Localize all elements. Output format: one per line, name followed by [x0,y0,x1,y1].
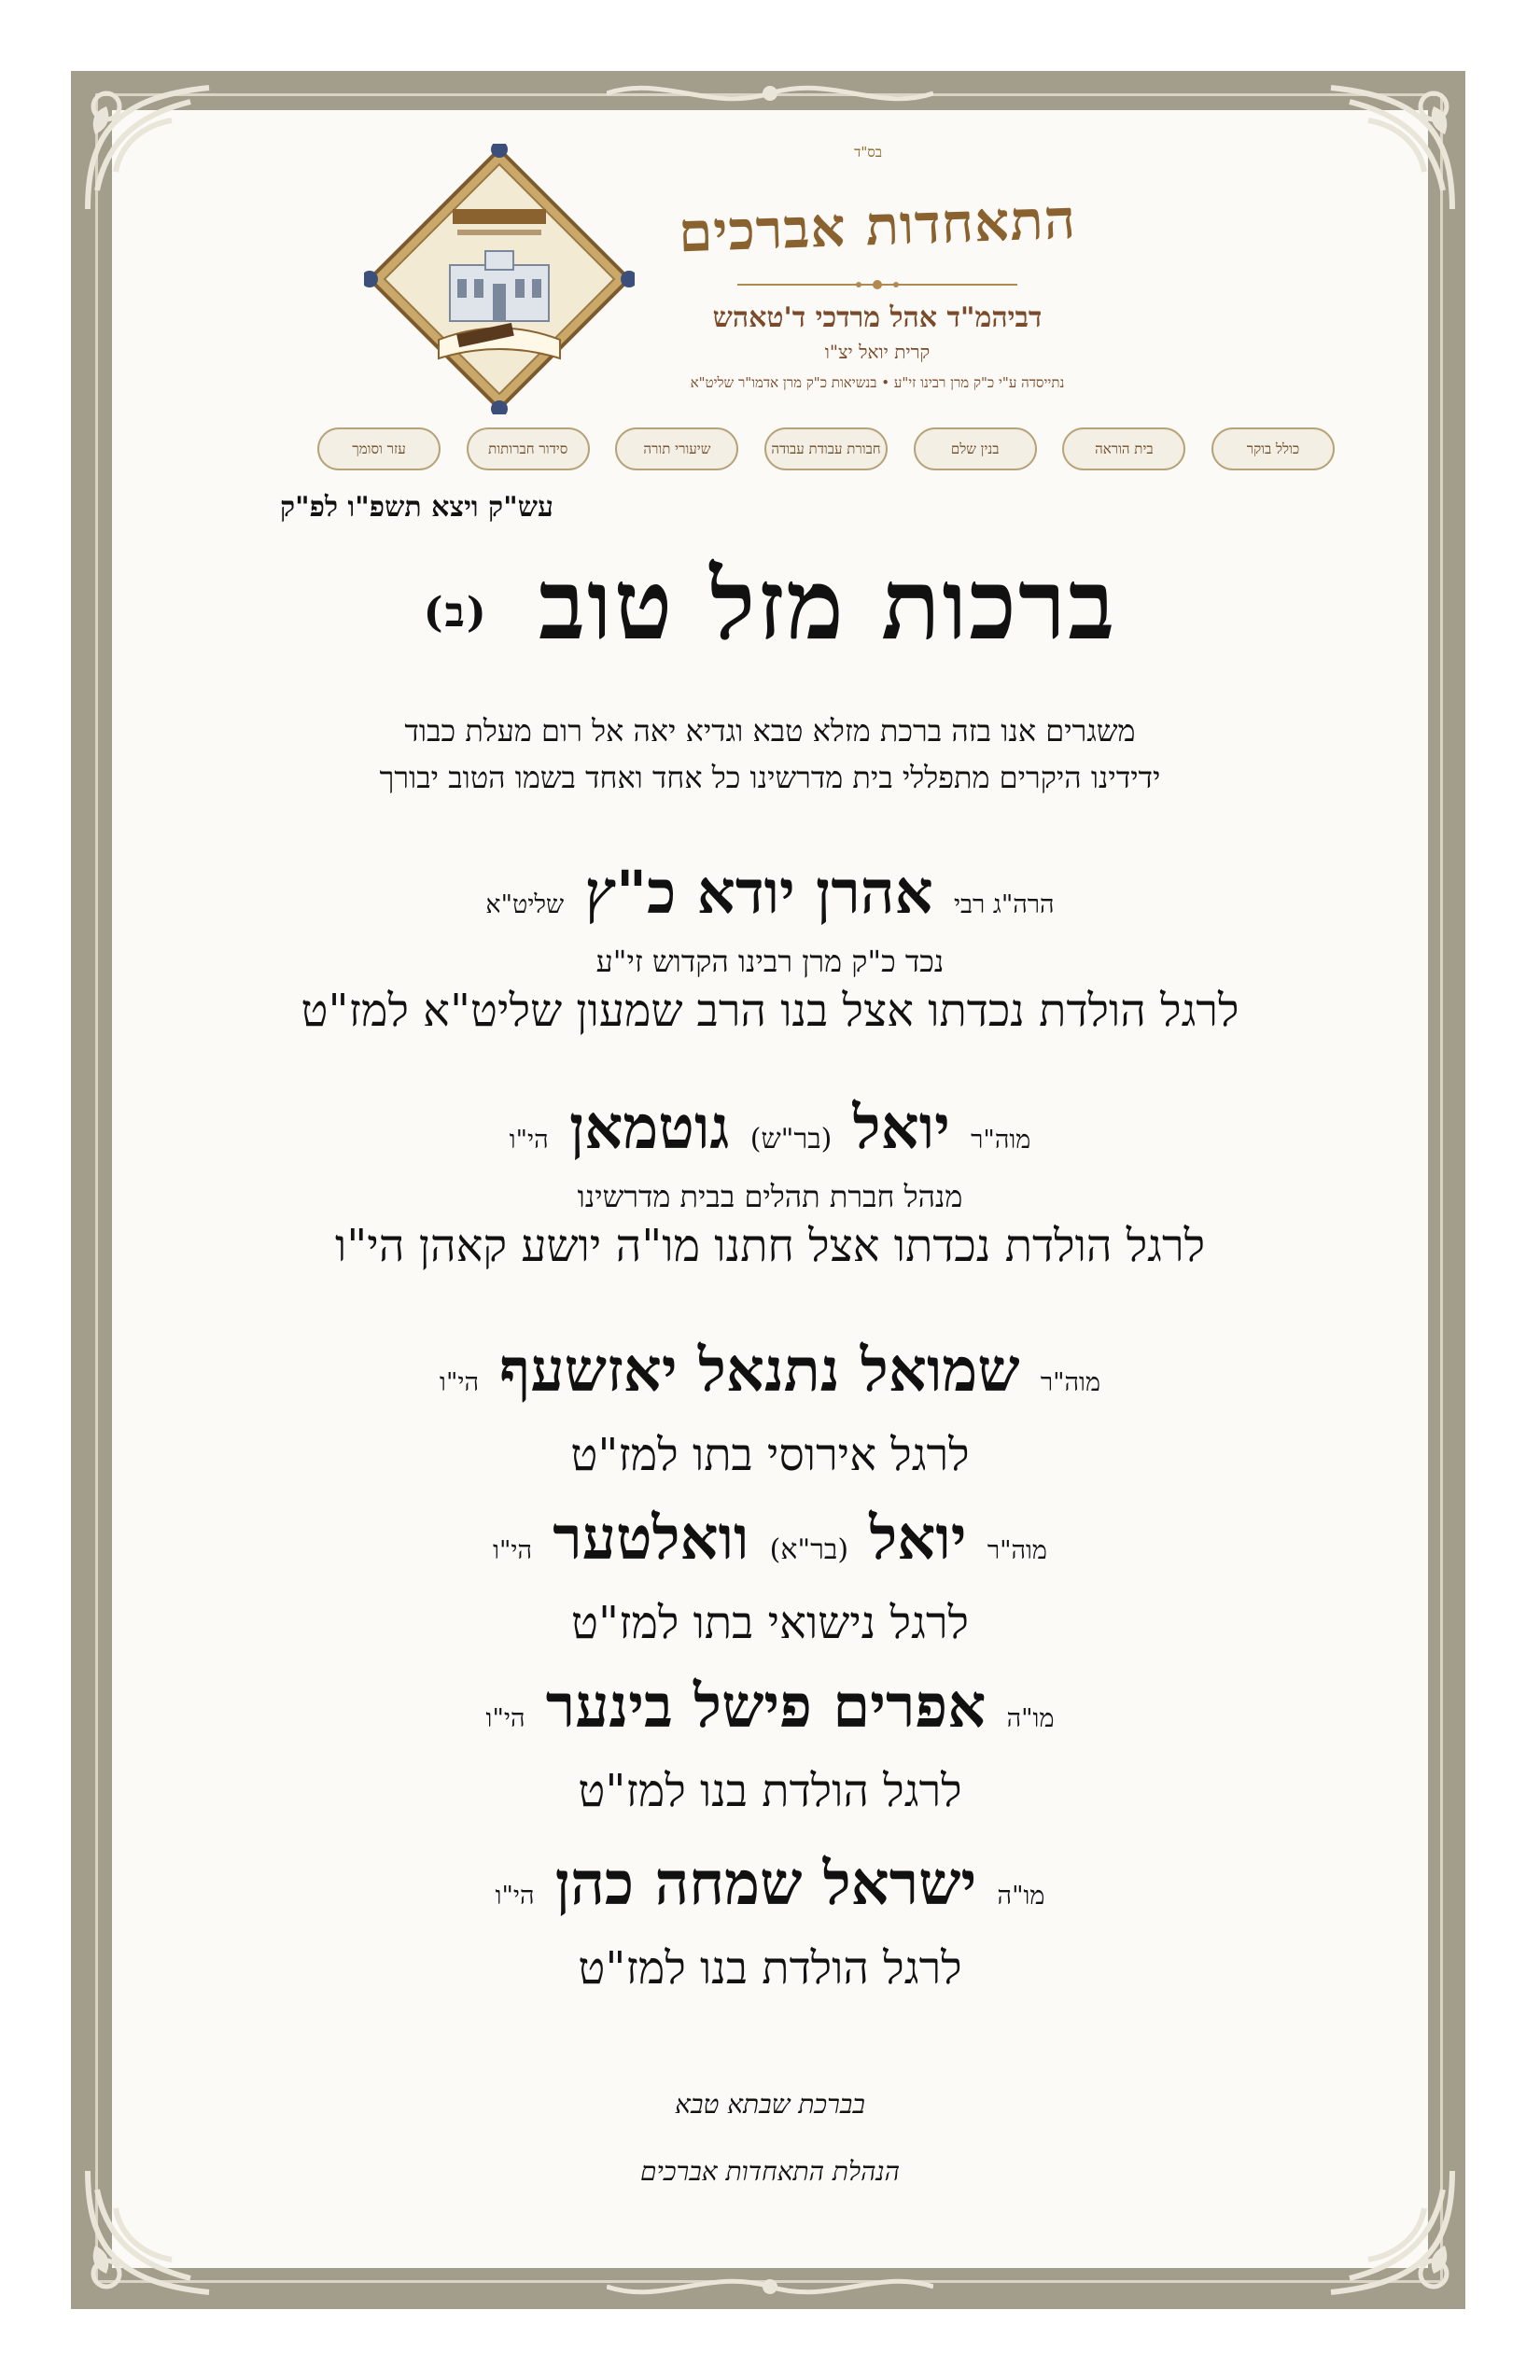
intro-line: משגרים אנו בזה ברכת מזלא טבא וגדיא יאה אל רום מעלת כבוד [404,713,1136,749]
honorific-suffix: הי"ו [485,1704,525,1733]
honorific-suffix: הי"ו [493,1536,532,1565]
occasion-line: לרגל הולדת נכדתו אצל חתנו מו"ה יושע קאהן הי"ו [334,1220,1206,1272]
title-mark: (ב) [423,589,488,637]
section-nav [317,427,1335,472]
blessing-block [112,1848,1428,1995]
honorific-suffix: שליט"א [485,890,565,919]
recipient-name: אהרן יודא כ"ץ [584,858,933,928]
nav-tab[interactable]: שיעורי תורה [615,427,738,470]
name-parenthetical: (בר"א) [769,1533,849,1566]
nav-tab[interactable]: בנין שלם [914,427,1037,470]
org-location: קרית יואל יצ"ו [824,341,931,363]
recipient-surname: גוטמאן [568,1093,730,1163]
date-line: עש"ק ויצא תשפ"ו לפ"ק [280,491,553,524]
top-ornament-icon [607,75,933,112]
signature-greeting: בברכת שבתא טבא [675,2089,865,2120]
occasion-line: לרגל הולדת בנו למז"ט [578,1765,962,1817]
nav-tab[interactable]: חבורת עבודת עבודה [764,427,888,470]
flyer-content [112,110,1428,2268]
blessing-block [112,1503,1428,1649]
honorific-prefix: מו"ה [997,1882,1045,1911]
blessing-block [112,1335,1428,1481]
org-title: התאחדות אברכים [677,187,1078,265]
nav-tab[interactable]: סידור חברותות [467,427,590,470]
nav-tab[interactable]: עזר וסומך [317,427,441,470]
recipient-name: שמואל נתנאל יאזשעף [499,1336,1020,1406]
org-logo [364,144,635,414]
occasion-line: לרגל נישואי בתו למז"ט [571,1597,969,1649]
bottom-ornament-icon [607,2268,933,2305]
honorific-suffix: הי"ו [509,1126,549,1155]
honorific-suffix: הי"ו [440,1368,479,1397]
recipient-surname: וואלטער [553,1504,749,1574]
recipient-detail: נכד כ"ק מרן רבינו הקדוש זי"ע [595,944,945,979]
honorific-prefix: מו"ה [1006,1704,1055,1733]
signature-sender: הנהלת התאחדות אברכים [640,2156,900,2187]
intro-text [112,707,1428,801]
recipient-name: אפרים פישל בינער [545,1672,987,1742]
occasion-line: לרגל הולדת בנו למז"ט [578,1942,962,1995]
nav-tab[interactable]: כולל בוקר [1211,427,1335,470]
org-founding-line: נתייסדה ע"י כ"ק מרן רבינו זי"ע • בנשיאות כ"ק מרן אדמו"ר שליט"א [690,374,1065,391]
honorific-prefix: מוה"ר [987,1536,1047,1565]
org-subtitle: דביהמ"ד אהל מרדכי ד'טאהש [712,301,1043,334]
recipient-detail: מנהל חברת תהלים בבית מדרשינו [577,1179,963,1214]
name-parenthetical: (בר"ש) [749,1123,833,1155]
divider-ornament-icon [737,276,1017,293]
honorific-prefix: מוה"ר [1040,1368,1100,1397]
title-text: ברכות מזל טוב [538,547,1117,662]
occasion-line: לרגל אירוסי בתו למז"ט [570,1429,970,1481]
honorific-prefix: הרה"ג רבי [953,890,1055,919]
recipient-name: ישראל שמחה כהן [554,1849,977,1919]
nav-tab[interactable]: בית הוראה [1062,427,1185,470]
occasion-line: לרגל הולדת נכדתו אצל בנו הרב שמעון שליט"א למז"ט [301,985,1239,1037]
blessing-block [112,1671,1428,1817]
blessing-block [112,857,1428,1037]
intro-line: ידידינו היקרים מתפללי בית מדרשינו כל אחד ואחד בשמו הטוב יבורך [379,760,1161,795]
bsd-mark: בס"ד [854,144,882,161]
recipient-name: יואל [852,1093,950,1163]
honorific-suffix: הי"ו [495,1882,535,1911]
recipient-name: יואל [869,1504,967,1574]
honorific-prefix: מוה"ר [971,1126,1031,1155]
blessing-block [112,1092,1428,1272]
page-title [112,547,1428,662]
